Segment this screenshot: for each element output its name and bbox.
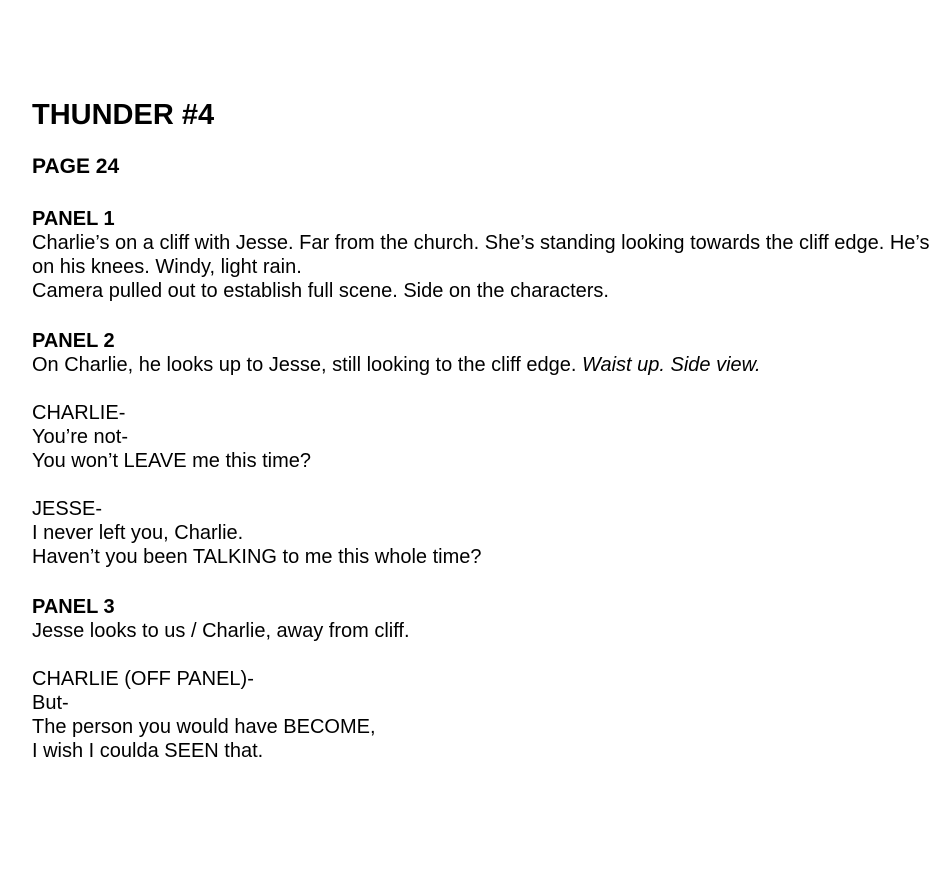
panel-description-italic: Waist up. Side view. bbox=[581, 354, 761, 376]
dialogue-line: You’re not- bbox=[32, 426, 128, 448]
dialogue-line: You won’t LEAVE me this time? bbox=[32, 450, 312, 472]
dialogue-block bbox=[32, 497, 932, 569]
dialogue-line: But- bbox=[32, 692, 69, 714]
page-number: PAGE 24 bbox=[32, 155, 120, 178]
script-title: THUNDER #4 bbox=[32, 99, 215, 131]
panel-description: Charlie’s on a cliff with Jesse. Far from the church. She’s standing looking towards the cliff edge. He’s on his knees. Windy, light rain. bbox=[32, 232, 930, 278]
dialogue-block bbox=[32, 401, 932, 473]
spacer bbox=[32, 303, 932, 329]
dialogue-speaker: CHARLIE- bbox=[32, 402, 126, 424]
spacer bbox=[32, 473, 932, 497]
panel-heading: PANEL 3 bbox=[32, 596, 115, 618]
dialogue-line: Haven’t you been TALKING to me this whole time? bbox=[32, 546, 482, 568]
spacer bbox=[32, 643, 932, 667]
panel-description: Jesse looks to us / Charlie, away from cliff. bbox=[32, 620, 410, 642]
panel-heading: PANEL 2 bbox=[32, 330, 115, 352]
spacer bbox=[32, 569, 932, 595]
panel-1 bbox=[32, 207, 932, 303]
panel-2 bbox=[32, 329, 932, 569]
dialogue-block bbox=[32, 667, 932, 763]
panel-description-text: On Charlie, he looks up to Jesse, still looking to the cliff edge. bbox=[32, 354, 582, 376]
panel-3 bbox=[32, 595, 932, 763]
dialogue-line: I never left you, Charlie. bbox=[32, 522, 244, 544]
panel-description bbox=[32, 353, 932, 377]
dialogue-line: The person you would have BECOME, bbox=[32, 716, 376, 738]
panel-heading: PANEL 1 bbox=[32, 208, 115, 230]
dialogue-line: I wish I coulda SEEN that. bbox=[32, 740, 264, 762]
spacer bbox=[32, 377, 932, 401]
panel-description: Camera pulled out to establish full scene. Side on the characters. bbox=[32, 280, 609, 302]
script-page bbox=[32, 97, 932, 763]
dialogue-speaker: JESSE- bbox=[32, 498, 103, 520]
dialogue-speaker: CHARLIE (OFF PANEL)- bbox=[32, 668, 254, 690]
